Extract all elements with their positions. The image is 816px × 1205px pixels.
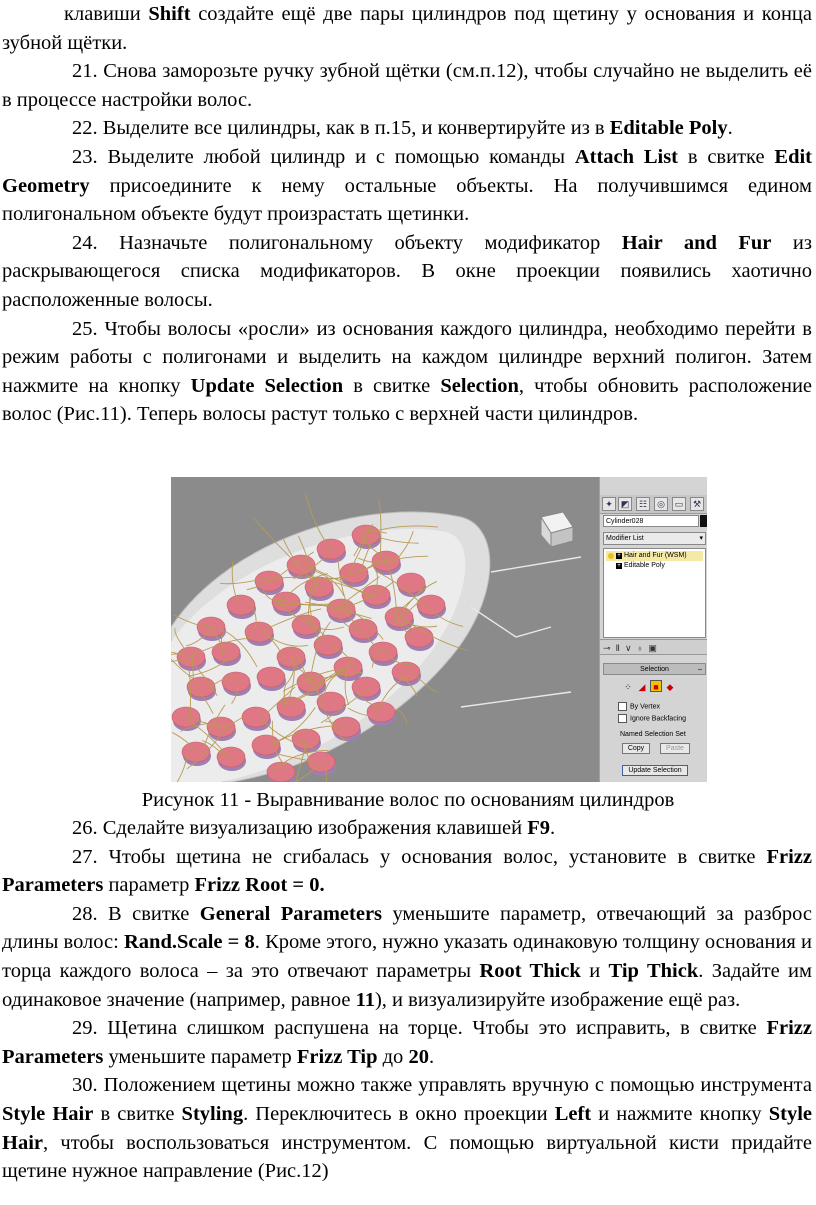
ignore-backfacing-checkbox[interactable]: Ignore Backfacing	[618, 714, 686, 724]
figure-11-screenshot	[171, 477, 707, 782]
command-panel-tabs	[600, 495, 707, 514]
named-selection-set-label: Named Selection Set	[620, 731, 686, 738]
cylinder	[197, 617, 225, 637]
paragraph-28: 28. В свитке General Parameters уменьшите параметр, отвечающий за разброс длины волос: Rand.Scale = 8. Кроме этого, нужно указать одинаковую толщину основания и торца каждого волоса – за это отвечают параметры Root Thick и Tip Thick. Задайте им одинаковое значение (например, равное 11), и визуализируйте изображение ещё раз.	[2, 902, 813, 1011]
text-block-top	[0, 0, 816, 429]
element-level-icon[interactable]: ◆	[666, 682, 674, 692]
cylinder	[367, 702, 395, 722]
stack-item-hair-and-fur[interactable]: + Hair and Fur (WSM)	[606, 551, 703, 561]
hierarchy-tab-icon[interactable]: ☷	[636, 497, 650, 511]
paragraph-29: 29. Щетина слишком распушена на торце. Чтобы это исправить, в свитке Frizz Parameters уменьшите параметр Frizz Tip до 20.	[2, 1017, 812, 1068]
cylinder	[177, 647, 205, 667]
expand-plus-icon[interactable]: +	[617, 563, 621, 569]
polygon-level-icon[interactable]: ■	[650, 680, 662, 692]
object-color-swatch[interactable]	[700, 515, 707, 527]
command-panel	[599, 477, 707, 782]
paste-button[interactable]: Paste	[660, 743, 690, 754]
cylinder	[277, 647, 305, 667]
create-tab-icon[interactable]: ✦	[602, 497, 616, 511]
cylinder	[252, 735, 280, 755]
paragraph-30: 30. Положением щетины можно также управлять вручную с помощью инструмента Style Hair в свитке Styling. Переключитесь в окно проекции Left и нажмите кнопку Style Hair, чтобы воспользоваться инструментом. С помощью виртуальной кисти придайте щетине нужное направление (Рис.12)	[2, 1074, 813, 1183]
collapse-icon: –	[698, 666, 702, 673]
expand-plus-icon[interactable]: +	[617, 553, 621, 559]
cylinder	[222, 672, 250, 692]
make-unique-icon[interactable]: ∨	[624, 643, 637, 653]
paragraph-21: 21. Снова заморозьте ручку зубной щётки (см.п.12), чтобы случайно не выделить её в процессе настройки волос.	[2, 60, 812, 111]
paragraph-27: 27. Чтобы щетина не сгибалась у основания волос, установите в свитке Frizz Parameters параметр Frizz Root = 0.	[2, 845, 812, 897]
utilities-tab-icon[interactable]: ⚒	[690, 497, 704, 511]
copy-button[interactable]: Copy	[622, 743, 650, 754]
paragraph-22: 22. Выделите все цилиндры, как в п.15, и конвертируйте из в Editable Poly.	[72, 117, 733, 140]
modify-tab-icon[interactable]: ◩	[618, 497, 632, 511]
chevron-down-icon: ▾	[699, 535, 703, 542]
cylinder	[172, 707, 200, 727]
lightbulb-icon[interactable]	[608, 553, 614, 559]
figure-caption: Рисунок 11 - Выравнивание волос по основаниям цилиндров	[141, 789, 675, 811]
configure-sets-icon[interactable]: ▣	[648, 643, 662, 653]
modifier-stack	[603, 548, 706, 638]
display-tab-icon[interactable]: ▭	[672, 497, 686, 511]
cylinder	[217, 747, 245, 767]
3d-viewport	[171, 477, 599, 782]
vertex-level-icon[interactable]: ⁘	[624, 682, 632, 692]
modifier-list-label: Modifier List	[606, 535, 644, 542]
edge-level-icon[interactable]: ◢	[638, 682, 646, 692]
cylinder	[245, 622, 273, 642]
stack-tools-row	[600, 639, 707, 655]
cylinder	[257, 667, 285, 687]
modifier-list-dropdown[interactable]	[603, 532, 706, 545]
cylinder	[307, 752, 335, 772]
checkbox-box[interactable]	[618, 714, 627, 723]
checkbox-box[interactable]	[618, 702, 627, 711]
remove-modifier-icon[interactable]: ♁	[636, 643, 649, 653]
cylinder	[327, 599, 355, 619]
update-selection-button[interactable]: Update Selection	[622, 765, 688, 776]
motion-tab-icon[interactable]: ◎	[654, 497, 668, 511]
cylinder	[352, 677, 380, 697]
text-block-bottom	[0, 814, 816, 1186]
paragraph-25: 25. Чтобы волосы «росли» из основания каждого цилиндра, необходимо перейти в режим работы с полигонами и выделить на каждом цилиндре верхний полигон. Затем нажмите на кнопку Update Selection в свитке Selection, чтобы обновить расположение волос (Рис.11). Теперь волосы растут только с верхней части цилиндров.	[2, 317, 813, 426]
stack-item-editable-poly[interactable]: + Editable Poly	[617, 562, 665, 569]
cylinder	[417, 595, 445, 615]
object-name-field[interactable]: Cylinder028	[603, 515, 699, 527]
selection-rollout-header[interactable]	[603, 663, 706, 675]
by-vertex-checkbox[interactable]: By Vertex	[618, 702, 660, 712]
pin-stack-icon[interactable]: ⊸	[603, 643, 616, 653]
paragraph-24: 24. Назначьте полигональному объекту модификатор Hair and Fur из раскрывающегося списка модификаторов. В окне проекции появились хаотично расположенные волосы.	[2, 231, 812, 311]
paragraph-0: клавиши Shift создайте ещё две пары цилиндров под щетину у основания и конца зубной щётки.	[2, 3, 812, 54]
rollout-title: Selection	[640, 666, 669, 673]
cylinder	[405, 627, 433, 647]
show-end-result-icon[interactable]: Ⅱ	[615, 643, 625, 653]
cylinder	[212, 642, 240, 662]
paragraph-26: 26. Сделайте визуализацию изображения клавишей F9.	[72, 817, 556, 839]
paragraph-23: 23. Выделите любой цилиндр и с помощью команды Attach List в свитке Edit Geometry присоедините к нему остальные объекты. На получившимся едином полигональном объекте будут произрастать щетинки.	[2, 145, 812, 226]
subobject-level-icons	[622, 680, 678, 692]
